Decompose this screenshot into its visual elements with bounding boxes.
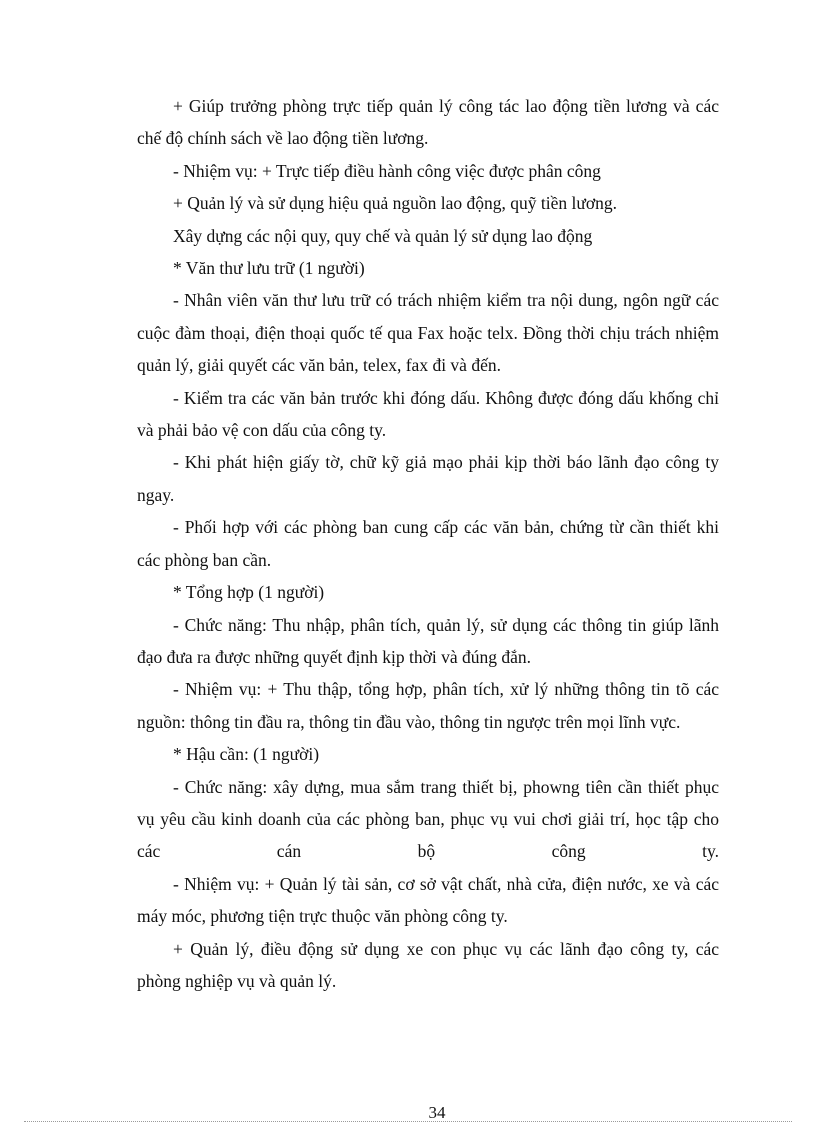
body-text <box>137 90 719 997</box>
paragraph-4: Xây dựng các nội quy, quy chế và quản lý sử dụng lao động <box>173 225 593 246</box>
paragraph-15: - Nhiệm vụ: + Quản lý tài sản, cơ sở vật chất, nhà cửa, điện nước, xe và các máy móc, phương tiện trực thuộc văn phòng công ty. <box>137 873 719 927</box>
paragraph-7: - Kiểm tra các văn bản trước khi đóng dấu. Không được đóng dấu khống chỉ và phải bảo vệ con dấu của công ty. <box>137 387 719 441</box>
paragraph-12: - Nhiệm vụ: + Thu thập, tổng hợp, phân tích, xử lý những thông tin tõ các nguồn: thông tin đầu ra, thông tin đầu vào, thông tin ngược trên mọi lĩnh vực. <box>137 679 719 732</box>
paragraph-1: + Giúp trưởng phòng trực tiếp quản lý công tác lao động tiền lương và các chế độ chính sách về lao động tiền lương. <box>137 96 719 149</box>
footer-divider <box>24 1121 792 1122</box>
section-heading-general: * Tổng hợp (1 người) <box>173 582 325 603</box>
paragraph-9: - Phối hợp với các phòng ban cung cấp các văn bản, chứng từ cần thiết khi các phòng ban cần. <box>137 517 719 570</box>
section-heading-logistics: * Hậu cần: (1 người) <box>173 744 320 765</box>
paragraph-8: - Khi phát hiện giấy tờ, chữ kỹ giả mạo phải kịp thời báo lãnh đạo công ty ngay. <box>137 452 719 505</box>
paragraph-6: - Nhân viên văn thư lưu trữ có trách nhiệm kiểm tra nội dung, ngôn ngữ các cuộc đàm thoại, điện thoại quốc tế qua Fax hoặc telx. Đồng thời chịu trách nhiệm quản lý, giải quyết các văn bản, telex, fax đi và đến. <box>137 290 719 376</box>
paragraph-16: + Quản lý, điều động sử dụng xe con phục vụ các lãnh đạo công ty, các phòng nghiệp vụ và quản lý. <box>137 938 719 991</box>
paragraph-14: - Chức năng: xây dựng, mua sắm trang thiết bị, phowng tiên cần thiết phục vụ yêu cầu kinh doanh của các phòng ban, phục vụ vui chơi giải trí, học tập cho các cán bộ công ty. <box>137 776 719 862</box>
paragraph-3: + Quản lý và sử dụng hiệu quả nguồn lao động, quỹ tiền lương. <box>173 193 617 214</box>
paragraph-2: - Nhiệm vụ: + Trực tiếp điều hành công việc được phân công <box>173 160 601 181</box>
paragraph-11: - Chức năng: Thu nhập, phân tích, quản lý, sử dụng các thông tin giúp lãnh đạo đưa ra được những quyết định kịp thời và đúng đắn. <box>137 614 719 667</box>
section-heading-archive: * Văn thư lưu trữ (1 người) <box>173 258 365 279</box>
page-number: 34 <box>428 1103 446 1122</box>
